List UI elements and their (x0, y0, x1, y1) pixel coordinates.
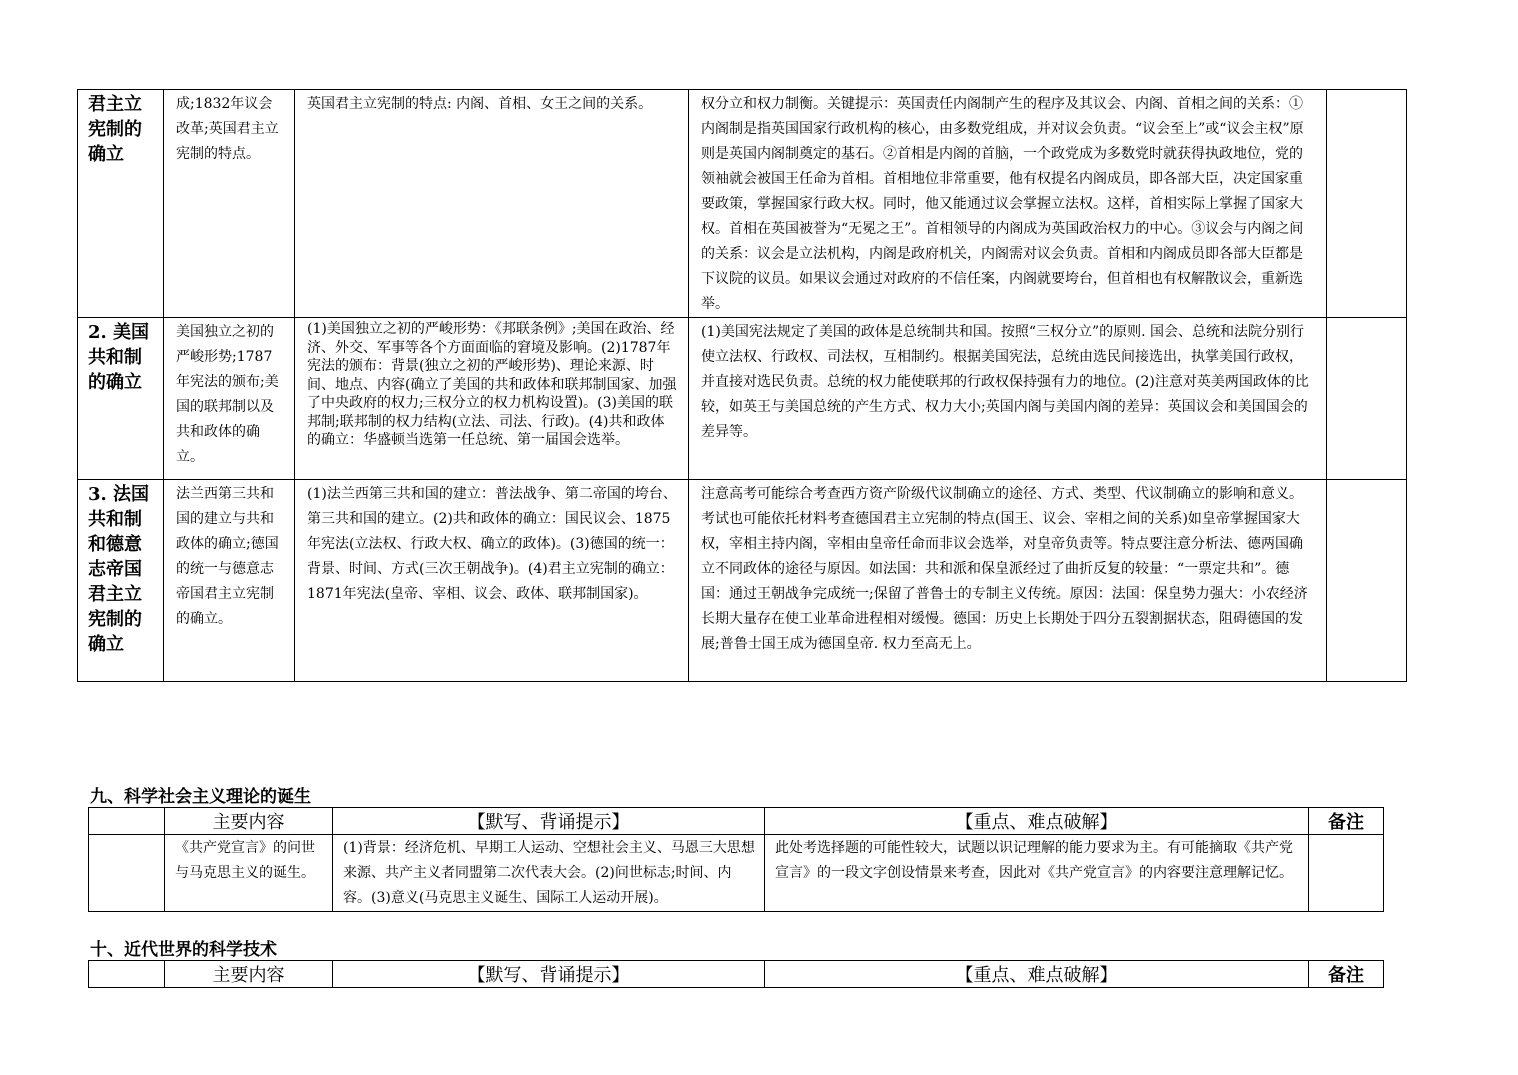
topic-cell (89, 835, 165, 912)
header-cell: 备注 (1309, 808, 1384, 835)
topic-cell: 2. 美国共和制的确立 (78, 318, 164, 480)
header-cell: 【重点、难点破解】 (765, 808, 1309, 835)
notes-cell (1327, 90, 1407, 318)
header-cell: 【默写、背诵提示】 (333, 808, 765, 835)
analysis-cell: (1)美国宪法规定了美国的政体是总统制共和国。按照“三权分立”的原则. 国会、总统和法院分别行使立法权、行政权、司法权，互相制约。根据美国宪法，总统由选民间接选出，执掌美国行政权，并直接对选民负责。总统的权力能使联邦的行政权保持强有力的地位。(2)注意对英美两国政体的比较，如英王与美国总统的产生方式、权力大小;英国内阁与美国内阁的差异：英国议会和美国国会的差异等。 (689, 318, 1327, 480)
notes-cell (1327, 318, 1407, 480)
analysis-cell: 权分立和权力制衡。关键提示：英国责任内阁制产生的程序及其议会、内阁、首相之间的关系：①内阁制是指英国国家行政机构的核心，由多数党组成，并对议会负责。“议会至上”或“议会主权”原则是英国内阁制奠定的基石。②首相是内阁的首脑，一个政党成为多数党时就获得执政地位，党的领袖就会被国王任命为首相。首相地位非常重要，他有权提名内阁成员，即各部大臣，决定国家重要政策，掌握国家行政大权。同时，他又能通过议会掌握立法权。这样，首相实际上掌握了国家大权。首相在英国被誉为“无冕之王”。首相领导的内阁成为英国政治权力的中心。③议会与内阁之间的关系：议会是立法机构，内阁是政府机关，内阁需对议会负责。首相和内阁成员即各部大臣都是下议院的议员。如果议会通过对政府的不信任案，内阁就要垮台，但首相也有权解散议会，重新选举。 (689, 90, 1327, 318)
content-cell: 美国独立之初的严峻形势;1787年宪法的颁布;美国的联邦制以及共和政体的确立。 (164, 318, 295, 480)
hints-cell: (1)背景：经济危机、早期工人运动、空想社会主义、马恩三大思想来源、共产主义者同盟第二次代表大会。(2)问世标志;时间、内容。(3)意义(马克思主义诞生、国际工人运动开展)。 (333, 835, 765, 912)
header-cell: 【默写、背诵提示】 (333, 961, 765, 988)
header-cell: 主要内容 (165, 808, 333, 835)
header-cell (89, 808, 165, 835)
header-cell (89, 961, 165, 988)
table-row (78, 318, 1407, 480)
header-cell: 备注 (1309, 961, 1384, 988)
table-row (89, 835, 1384, 912)
content-cell: 成;1832年议会改革;英国君主立宪制的特点。 (164, 90, 295, 318)
table-row (78, 90, 1407, 318)
header-row (89, 961, 1384, 988)
header-row (89, 808, 1384, 835)
section-10-title: 十、近代世界的科学技术 (90, 940, 277, 960)
topic-cell: 君主立宪制的确立 (78, 90, 164, 318)
notes-cell (1309, 835, 1384, 912)
header-cell: 【重点、难点破解】 (765, 961, 1309, 988)
hints-cell: (1)美国独立之初的严峻形势：《邦联条例》;美国在政治、经济、外交、军事等各个方面面临的窘境及影响。(2)1787年宪法的颁布：背景(独立之初的严峻形势)、理论来源、时间、地点、内容(确立了美国的共和政体和联邦制国家、加强了中央政府的权力;三权分立的权力机构设置)。(3)美国的联邦制;联邦制的权力结构(立法、司法、行政)。(4)共和政体的确立：华盛顿当选第一任总统、第一届国会选举。 (295, 318, 689, 480)
analysis-cell: 注意高考可能综合考查西方资产阶级代议制确立的途径、方式、类型、代议制确立的影响和意义。考试也可能依托材料考查德国君主立宪制的特点(国王、议会、宰相之间的关系)如皇帝掌握国家大权，宰相主持内阁，宰相由皇帝任命而非议会选举，对皇帝负责等。特点要注意分析法、德两国确立不同政体的途径与原因。如法国：共和派和保皇派经过了曲折反复的较量：“一票定共和”。德国：通过王朝战争完成统一;保留了普鲁士的专制主义传统。原因：法国：保皇势力强大：小农经济长期大量存在使工业革命进程相对缓慢。德国：历史上长期处于四分五裂割据状态，阻碍德国的发展;普鲁士国王成为德国皇帝. 权力至高无上。 (689, 480, 1327, 682)
notes-cell (1327, 480, 1407, 682)
topic-cell: 3. 法国共和制和德意志帝国君主立宪制的确立 (78, 480, 164, 682)
section-10-table (88, 960, 1384, 988)
analysis-cell: 此处考选择题的可能性较大，试题以识记理解的能力要求为主。有可能摘取《共产党宣言》的一段文字创设情景来考查，因此对《共产党宣言》的内容要注意理解记忆。 (765, 835, 1309, 912)
section-9-table (88, 807, 1384, 912)
content-cell: 《共产党宣言》的问世与马克思主义的诞生。 (165, 835, 333, 912)
table-row (78, 480, 1407, 682)
hints-cell: 英国君主立宪制的特点: 内阁、首相、女王之间的关系。 (295, 90, 689, 318)
hints-cell: (1)法兰西第三共和国的建立：普法战争、第二帝国的垮台、第三共和国的建立。(2)共和政体的确立：国民议会、1875年宪法(立法权、行政大权、确立的政体)。(3)德国的统一：背景、时间、方式(三次王朝战争)。(4)君主立宪制的确立：1871年宪法(皇帝、宰相、议会、政体、联邦制国家)。 (295, 480, 689, 682)
content-cell: 法兰西第三共和国的建立与共和政体的确立;德国的统一与德意志帝国君主立宪制的确立。 (164, 480, 295, 682)
section-9-title: 九、科学社会主义理论的诞生 (90, 787, 311, 807)
main-table (77, 89, 1407, 682)
header-cell: 主要内容 (165, 961, 333, 988)
